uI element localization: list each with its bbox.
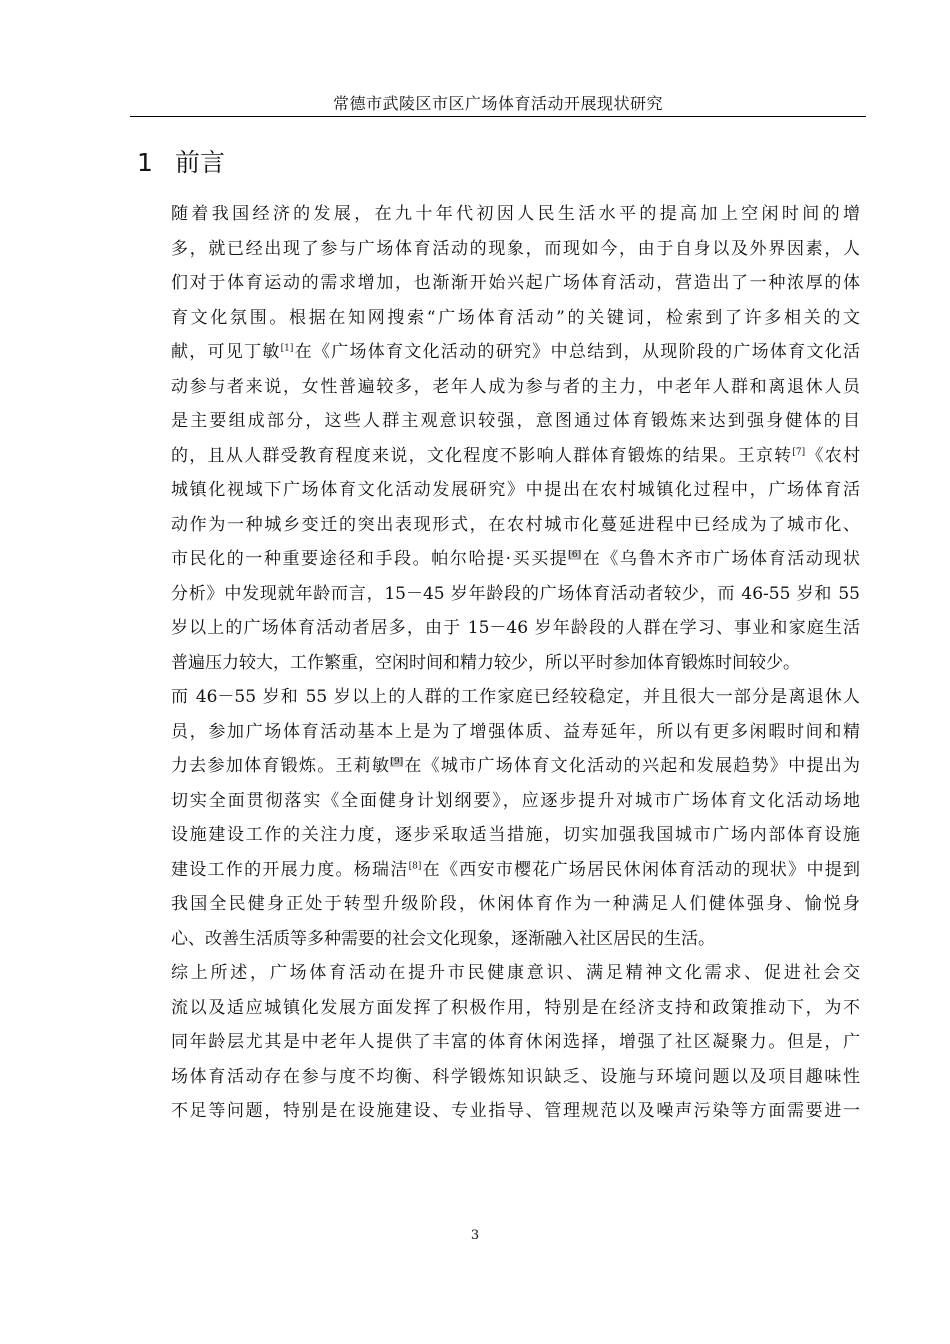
- text-fragment: 的，且从人群受教育程度来说，文化程度不影响人群体育锻炼的结果。王京转: [171, 445, 793, 466]
- text-line: 场体育活动存在参与度不均衡、科学锻炼知识缺乏、设施与环境问题以及项目趣味性: [171, 1066, 860, 1087]
- body-text: [137, 197, 860, 1129]
- text-line: 设施建设工作的关注力度，逐步采取适当措施，切实加强我国城市广场内部体育设施: [171, 825, 860, 845]
- text-fragment: 在《乌鲁木齐市广场体育活动现状: [581, 549, 861, 569]
- header-rule: [130, 116, 866, 117]
- citation-marker: [9]: [390, 757, 404, 768]
- text-line: [137, 853, 860, 888]
- running-header: 常德市武陵区市区广场体育活动开展现状研究: [332, 94, 663, 113]
- text-line: 我国全民健身正处于转型升级阶段，休闲体育作为一种满足人们健体强身、愉悦身: [171, 894, 860, 914]
- text-line: [137, 335, 860, 370]
- text-line: 不足等问题，特别是在设施建设、专业指导、管理规范以及噪声污染等方面需要进一: [171, 1101, 860, 1121]
- text-line: [137, 439, 860, 474]
- text-line: 综上所述，广场体育活动在提升市民健康意识、满足精神文化需求、促进社会交: [171, 963, 860, 983]
- text-fragment: 在《广场体育文化活动的研究》中总结到，从现阶段的广场体育文化活: [293, 342, 861, 362]
- text-line: [137, 542, 860, 577]
- citation-marker: [1]: [280, 343, 294, 354]
- text-fragment: 在《城市广场体育文化活动的兴起和发展趋势》中提出为: [403, 756, 861, 776]
- section-number: 1: [137, 148, 153, 177]
- text-line: 流以及适应城镇化发展方面发挥了积极作用，特别是在经济支持和政策推动下，为不: [171, 997, 860, 1018]
- text-line: 育文化氛围。根据在知网搜索“广场体育活动”的关键词，检索到了许多相关的文: [171, 307, 860, 328]
- citation-marker: [7]: [792, 446, 806, 457]
- text-line: 心、改善生活质等多种需要的社会文化现象，逐渐融入社区居民的生活。: [171, 928, 715, 949]
- citation-marker: [6]: [568, 550, 582, 561]
- text-line: 员，参加广场体育活动基本上是为了增强体质、益寿延年，所以有更多闲暇时间和精: [171, 721, 860, 742]
- text-line: 普遍压力较大，工作繁重，空闲时间和精力较少，所以平时参加体育锻炼时间较少。: [171, 652, 800, 673]
- text-fragment: 献，可见丁敏: [171, 342, 281, 362]
- text-line: 同年龄层尤其是中老年人提供了丰富的体育休闲选择，增强了社区凝聚力。但是，广: [171, 1032, 860, 1052]
- paragraph-1: [137, 197, 860, 956]
- section-heading: [137, 146, 225, 180]
- text-line: 多，就已经出现了参与广场体育活动的现象，而现如今，由于自身以及外界因素，人: [171, 238, 860, 259]
- text-fragment: 《农村: [805, 445, 861, 466]
- text-line: 而 46－55 岁和 55 岁以上的人群的工作家庭已经较稳定，并且很大一部分是离退休人: [171, 687, 860, 707]
- text-line: 随着我国经济的发展，在九十年代初因人民生活水平的提高加上空闲时间的增: [171, 204, 860, 224]
- text-line: [137, 749, 860, 784]
- text-line: 城镇化视域下广场体育文化活动发展研究》中提出在农村城镇化过程中，广场体育活: [171, 480, 860, 500]
- text-line: 岁以上的广场体育活动者居多，由于 15－46 岁年龄段的人群在学习、事业和家庭生活: [171, 618, 860, 638]
- text-fragment: 在《西安市樱花广场居民休闲体育活动的现状》中提到: [421, 859, 861, 880]
- page-number: 3: [470, 1228, 480, 1243]
- citation-marker: [8]: [408, 860, 422, 871]
- paragraph-2: [137, 956, 860, 1129]
- text-line: 动作为一种城乡变迁的突出表现形式，在农村城市化蔓延进程中已经成为了城市化、: [171, 514, 860, 535]
- text-fragment: 建设工作的开展力度。杨瑞洁: [171, 859, 409, 880]
- text-line: 切实全面贯彻落实《全面健身计划纲要》，应逐步提升对城市广场体育文化活动场地: [171, 790, 860, 811]
- text-line: 动参与者来说，女性普遍较多，老年人成为参与者的主力，中老年人群和离退休人员: [171, 376, 860, 397]
- text-line: 们对于体育运动的需求增加，也渐渐开始兴起广场体育活动，营造出了一种浓厚的体: [171, 273, 860, 293]
- text-line: 分析》中发现就年龄而言，15－45 岁年龄段的广场体育活动者较少，而 46-55 岁和 55: [171, 583, 860, 604]
- text-fragment: 力去参加体育锻炼。王莉敏: [171, 756, 391, 776]
- text-fragment: 市民化的一种重要途径和手段。帕尔哈提·买买提: [171, 549, 569, 569]
- section-title: 前言: [175, 148, 226, 177]
- text-line: 是主要组成部分，这些人群主观意识较强，意图通过体育锻炼来达到强身健体的目: [171, 411, 860, 431]
